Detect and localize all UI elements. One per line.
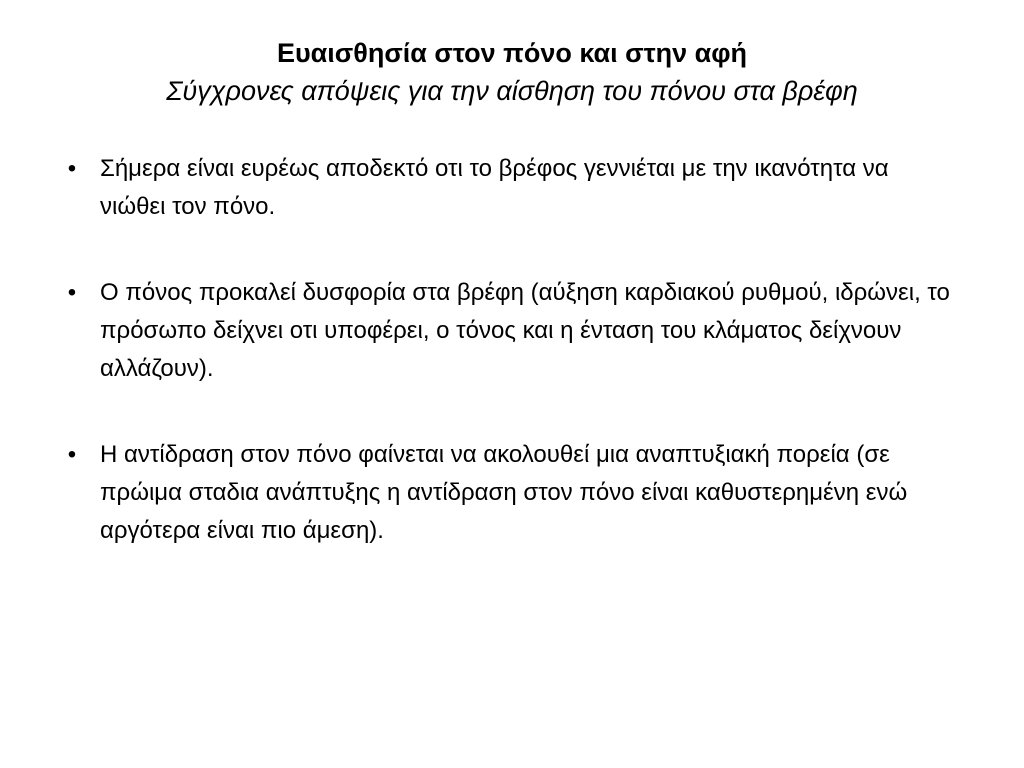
bullet-list: [60, 150, 950, 550]
bullet-marker: •: [67, 155, 77, 182]
bullet-text: Σήμερα είναι ευρέως αποδεκτό οτι το βρέφος γεννιέται με την ικανότητα να νιώθει τον πόνο.: [100, 155, 889, 220]
bullet-marker: •: [67, 441, 77, 468]
bullet-marker: •: [67, 279, 77, 306]
title-block: [60, 34, 964, 110]
slide-title: Ευαισθησία στον πόνο και στην αφή: [276, 38, 748, 68]
bullet-item: [60, 274, 950, 388]
slide-subtitle: Σύγχρονες απόψεις για την αίσθηση του πόνου στα βρέφη: [166, 76, 858, 106]
bullet-text: Ο πόνος προκαλεί δυσφορία στα βρέφη (αύξηση καρδιακού ρυθμού, ιδρώνει, το πρόσωπο δείχνει οτι υποφέρει, ο τόνος και η ένταση του κλάματος δείχνουν αλλάζουν).: [100, 279, 950, 382]
bullet-text: Η αντίδραση στον πόνο φαίνεται να ακολουθεί μια αναπτυξιακή πορεία (σε πρώιμα σταδια ανάπτυξης η αντίδραση στον πόνο είναι καθυστερημένη ενώ αργότερα είναι πιο άμεση).: [100, 441, 908, 544]
bullet-item: [60, 436, 950, 550]
bullet-item: [60, 150, 950, 226]
